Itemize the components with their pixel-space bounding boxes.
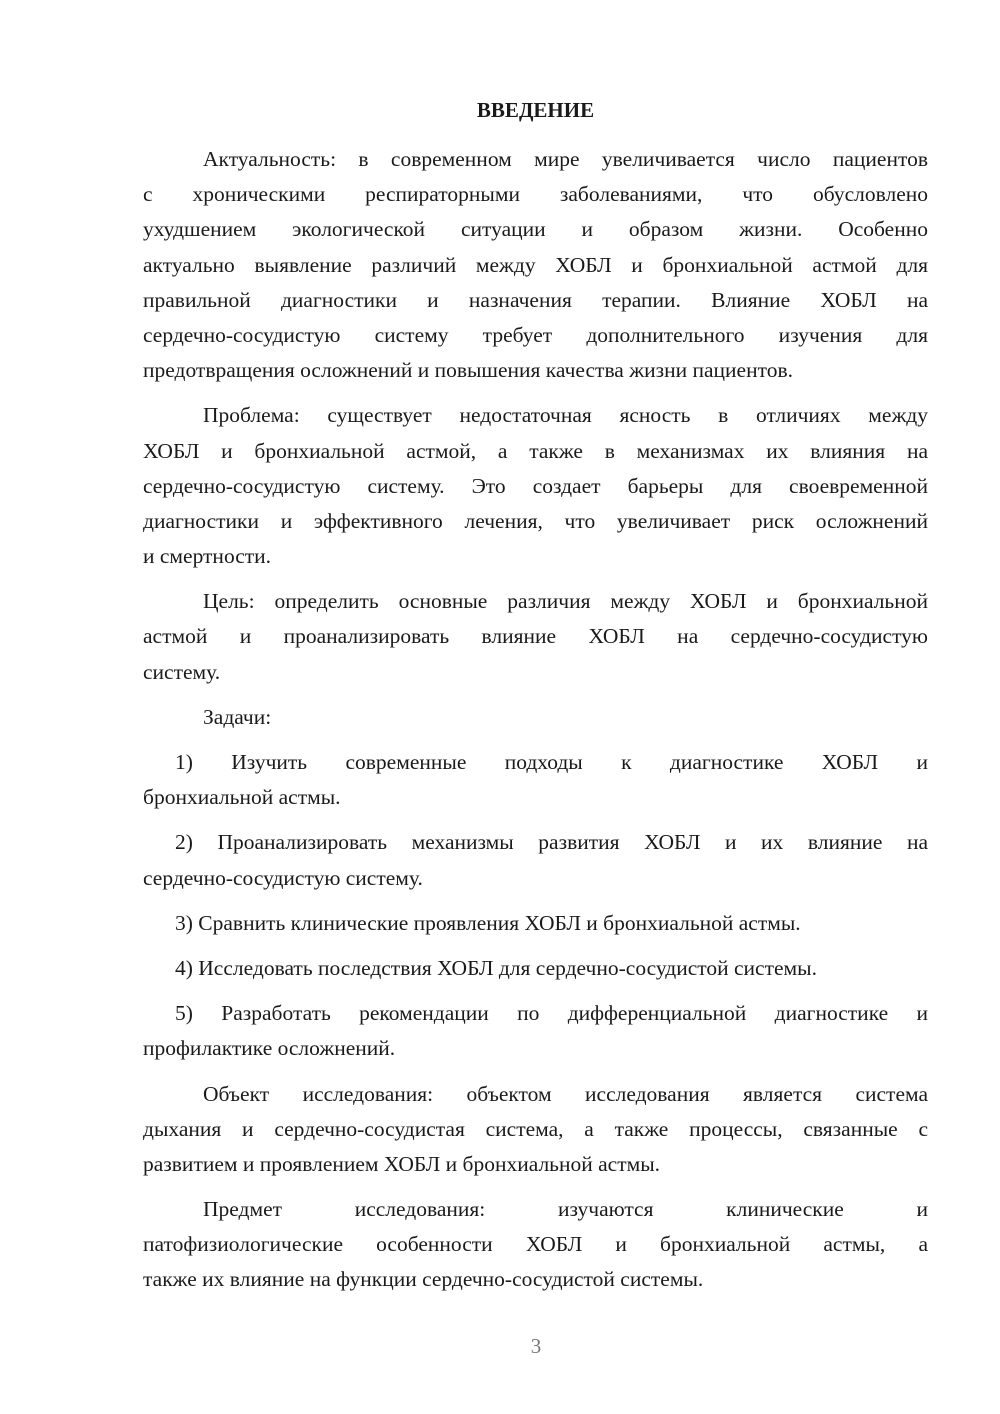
text-line: 3) Сравнить клинические проявления ХОБЛ и бронхиальной астмы. bbox=[175, 910, 801, 935]
text-line: 1) Изучить современные подходы к диагностике ХОБЛ и bbox=[175, 750, 928, 774]
text-line: Проблема: существует недостаточная ясность в отличиях между bbox=[203, 403, 928, 428]
task-list-item bbox=[143, 951, 928, 986]
text-line: сердечно-сосудистую систему. Это создает барьеры для своевременной bbox=[143, 473, 928, 498]
task-list-item bbox=[143, 906, 928, 941]
text-line: сердечно-сосудистую систему. bbox=[143, 865, 423, 890]
text-line: ХОБЛ и бронхиальной астмой, а также в механизмах их влияния на bbox=[143, 438, 928, 463]
text-line: Предмет исследования: изучаются клинические и bbox=[203, 1197, 928, 1222]
text-line: патофизиологические особенности ХОБЛ и бронхиальной астмы, а bbox=[143, 1232, 928, 1257]
text-line: Цель: определить основные различия между ХОБЛ и бронхиальной bbox=[203, 589, 928, 614]
text-line: правильной диагностики и назначения терапии. Влияние ХОБЛ на bbox=[143, 287, 928, 312]
text-line: предотвращения осложнений и повышения качества жизни пациентов. bbox=[143, 358, 793, 383]
paragraph bbox=[143, 700, 928, 735]
text-line: дыхания и сердечно-сосудистая система, а также процессы, связанные с bbox=[143, 1116, 928, 1141]
text-line: 4) Исследовать последствия ХОБЛ для сердечно-сосудистой системы. bbox=[175, 955, 817, 980]
text-line: профилактике осложнений. bbox=[143, 1036, 396, 1061]
text-line: Актуальность: в современном мире увеличивается число пациентов bbox=[203, 147, 928, 171]
text-line: ухудшением экологической ситуации и образом жизни. Особенно bbox=[143, 217, 928, 242]
text-line: Объект исследования: объектом исследования является система bbox=[203, 1081, 928, 1106]
paragraph bbox=[143, 142, 928, 388]
text-line: бронхиальной астмы. bbox=[143, 785, 341, 810]
task-list-item bbox=[143, 996, 928, 1066]
text-line: с хроническими респираторными заболеваниями, что обусловлено bbox=[143, 182, 928, 207]
paragraph bbox=[143, 584, 928, 690]
text-line: астмой и проанализировать влияние ХОБЛ на сердечно-сосудистую bbox=[143, 624, 928, 649]
task-list-item bbox=[143, 745, 928, 815]
text-line: Задачи: bbox=[203, 704, 272, 729]
text-line: систему. bbox=[143, 659, 221, 684]
page-title: ВВЕДЕНИЕ bbox=[476, 98, 595, 122]
task-list-item bbox=[143, 825, 928, 895]
text-line: 5) Разработать рекомендации по дифференциальной диагностике и bbox=[175, 1001, 928, 1026]
paragraph bbox=[143, 1192, 928, 1298]
paragraph bbox=[143, 1077, 928, 1183]
document-body bbox=[143, 142, 928, 1298]
text-line: также их влияние на функции сердечно-сосудистой системы. bbox=[143, 1267, 704, 1292]
text-line: актуально выявление различий между ХОБЛ и бронхиальной астмой для bbox=[143, 252, 928, 277]
text-line: сердечно-сосудистую систему требует дополнительного изучения для bbox=[143, 322, 928, 347]
text-line: 2) Проанализировать механизмы развития ХОБЛ и их влияние на bbox=[175, 830, 928, 855]
paragraph bbox=[143, 398, 928, 574]
page-number: 3 bbox=[530, 1334, 542, 1358]
text-line: развитием и проявлением ХОБЛ и бронхиальной астмы. bbox=[143, 1151, 661, 1176]
text-line: диагностики и эффективного лечения, что увеличивает риск осложнений bbox=[143, 508, 928, 533]
text-line: и смертности. bbox=[143, 544, 272, 569]
